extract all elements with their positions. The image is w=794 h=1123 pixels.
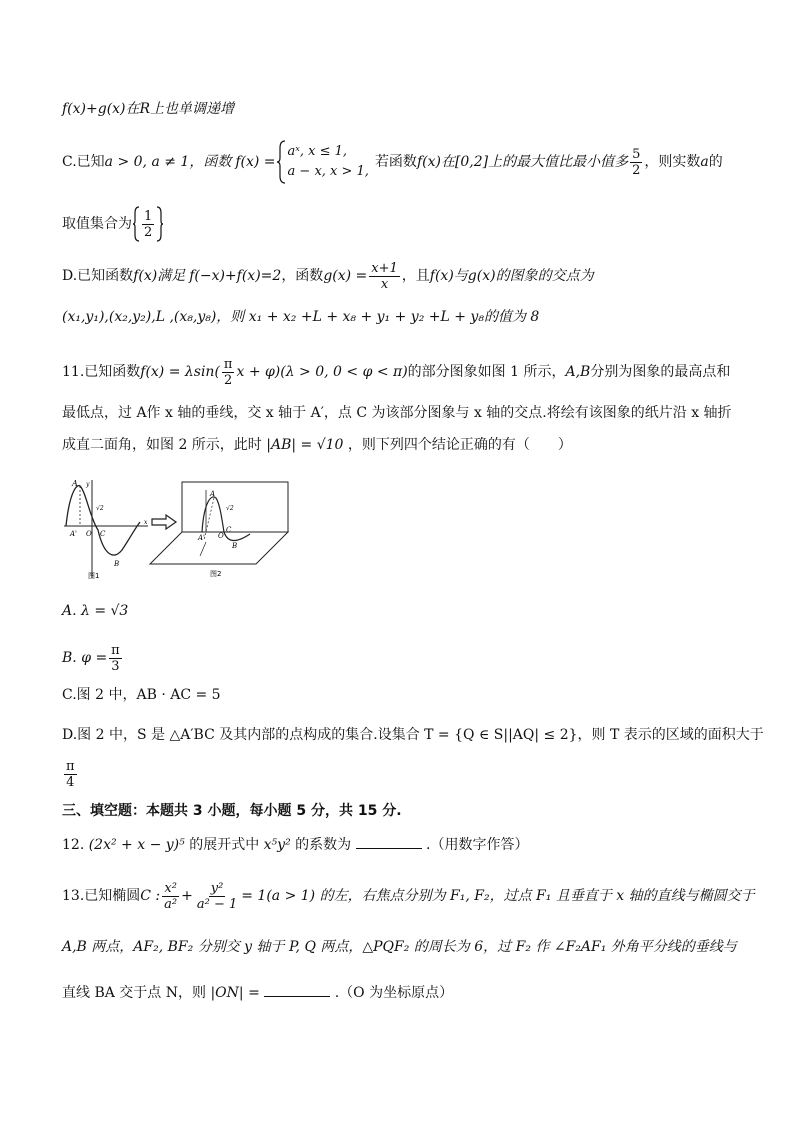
numerator: π	[223, 356, 233, 372]
answer-blank[interactable]	[356, 834, 422, 849]
text: ，则下列四个结论正确的有（ ）	[347, 437, 572, 453]
text: 分别为图象的最高点和	[590, 364, 731, 380]
answer-blank[interactable]	[264, 982, 330, 997]
numerator: 5	[632, 146, 641, 162]
math: f(x) =	[235, 154, 276, 170]
math: +	[181, 888, 193, 904]
text-line: D.图 2 中，S 是 △A′BC 及其内部的点构成的集合.设集合 T = {Q ∈ S||AQ| ≤ 2}，则 T 表示的区域的面积大于	[62, 727, 764, 743]
fraction	[109, 643, 122, 674]
text: 的部分图象如图 1 所示，	[407, 364, 566, 380]
math: f(x)在[0,2]上的最大值比最小值多	[416, 154, 629, 170]
svg-text:y: y	[86, 481, 90, 488]
svg-text:√2: √2	[96, 505, 104, 512]
fraction	[630, 147, 642, 178]
question-11-line3	[62, 436, 572, 454]
math: |ON| =	[210, 985, 260, 1001]
math: f(x)满足	[133, 268, 186, 284]
text: ，函数	[281, 268, 324, 284]
math: f(x)与g(x)的图象的交点为	[429, 268, 594, 284]
fraction	[369, 261, 400, 292]
text: D.已知函数	[62, 268, 134, 284]
text: 取值集合为	[62, 216, 132, 232]
left-brace-icon	[276, 140, 286, 184]
text: C.已知	[62, 154, 105, 170]
fraction	[162, 881, 179, 912]
math: = 1(a > 1) 的左，右焦点分别为 F₁, F₂，过点 F₁ 且垂直于 x 轴的直线与椭圆交于	[241, 888, 755, 904]
case-1: aˣ, x ≤ 1,	[287, 144, 348, 159]
right-brace-icon	[156, 206, 164, 242]
svg-text:O: O	[218, 532, 224, 540]
text: 的系数为	[295, 837, 352, 853]
text: 成直二面角，如图 2 所示，此时	[62, 437, 262, 453]
text-line: f(x)+g(x)在R上也单调递增	[62, 101, 235, 117]
option-d-q11-line2	[62, 756, 79, 792]
text-line: 三、填空题：本题共 3 小题，每小题 5 分，共 15 分.	[62, 803, 402, 819]
svg-text:B: B	[114, 560, 120, 568]
text: 12.	[62, 837, 85, 853]
option-d	[62, 258, 594, 294]
denominator: 2	[144, 224, 153, 240]
fraction	[64, 759, 77, 790]
question-12	[62, 834, 529, 854]
numerator: π	[66, 758, 75, 774]
fraction	[195, 881, 239, 912]
question-13	[62, 876, 755, 916]
text: 若函数	[374, 154, 417, 170]
text-line: C.图 2 中，AB · AC = 5	[62, 687, 221, 703]
case-2: a − x, x > 1,	[287, 164, 369, 179]
math: a	[700, 154, 709, 170]
math: C :	[140, 888, 161, 904]
axis-fold	[200, 542, 206, 556]
question-13-line2	[62, 938, 737, 956]
text: .（用数字作答）	[426, 837, 529, 853]
text: 13.已知椭圆	[62, 888, 141, 904]
svg-text:x: x	[144, 519, 148, 526]
option-b	[62, 638, 124, 678]
text-line: A. λ = √3	[62, 603, 129, 619]
svg-text:O: O	[86, 530, 92, 538]
svg-text:B: B	[232, 542, 238, 550]
svg-text:C: C	[100, 530, 106, 538]
numerator: x+1	[371, 260, 398, 276]
option-d-q11	[62, 726, 764, 744]
math: B. φ =	[62, 650, 108, 666]
svg-text:A: A	[72, 479, 78, 488]
math: g(x) =	[323, 268, 368, 284]
math: x + φ)(λ > 0, 0 < φ < π)	[236, 364, 408, 380]
text: 的展开式中	[189, 837, 260, 853]
text: 的	[708, 154, 723, 170]
fraction	[222, 357, 235, 388]
text-line: A,B 两点，AF₂, BF₂ 分别交 y 轴于 P, Q 两点，△PQF₂ 的周长为 6，过 F₂ 作 ∠F₂AF₁ 外角平分线的垂线与	[62, 939, 737, 955]
text-line: (x₁,y₁),(x₂,y₂),L ,(x₈,y₈)，则 x₁ + x₂ +L + x₈ + y₁ + y₂ +L + y₈的值为 8	[62, 309, 540, 325]
numerator: y²	[210, 880, 224, 896]
figure-1	[62, 478, 152, 582]
text: .（O 为坐标原点）	[334, 985, 454, 1001]
text: ，则实数	[644, 154, 701, 170]
figure-2	[146, 480, 296, 580]
question-13-line3	[62, 982, 453, 1002]
math: f(x) = λsin(	[140, 364, 220, 380]
option-c-line2	[62, 204, 164, 244]
text-line: 最低点，过 A作 x 轴的垂线，交 x 轴于 A′，点 C 为该部分图象与 x 轴的交点.将绘有该图象的纸片沿 x 轴折	[62, 405, 732, 421]
text: ，且	[401, 268, 430, 284]
piecewise-cases	[288, 142, 369, 182]
denominator: 3	[111, 658, 120, 674]
option-a	[62, 602, 128, 620]
option-c-q11	[62, 686, 221, 704]
text: 11.已知函数	[62, 364, 141, 380]
left-brace-icon	[132, 206, 140, 242]
fraction	[142, 209, 154, 240]
denominator: a² − 1	[196, 896, 238, 912]
figure-2-caption: 图2	[210, 570, 222, 578]
denominator: 4	[66, 774, 75, 790]
denominator: 2	[224, 372, 233, 388]
math: |AB| = √10	[266, 437, 344, 453]
question-11-line2	[62, 404, 732, 422]
denominator: 2	[632, 162, 641, 178]
figure-1-caption: 图1	[88, 572, 100, 580]
vertical-plane	[182, 482, 288, 532]
math: x⁵y²	[263, 837, 291, 853]
denominator: a²	[164, 896, 178, 912]
option-d-line2	[62, 308, 539, 326]
question-11	[62, 352, 730, 392]
numerator: π	[111, 642, 120, 658]
svg-text:√2: √2	[226, 505, 234, 512]
option-b-continuation	[62, 100, 234, 118]
option-c	[62, 140, 723, 184]
math: A,B	[565, 364, 591, 380]
svg-text:A: A	[210, 490, 216, 498]
sine-curve	[66, 486, 140, 555]
svg-text:C: C	[226, 526, 232, 534]
svg-text:A': A'	[70, 530, 77, 538]
denominator: x	[380, 276, 389, 292]
numerator: x²	[164, 880, 177, 896]
math: f(−x)+f(x)=2	[189, 268, 282, 284]
svg-text:A': A'	[198, 534, 205, 542]
numerator: 1	[144, 208, 153, 224]
text: 直线 BA 交于点 N，则	[62, 985, 206, 1001]
math: a > 0, a ≠ 1，函数	[104, 154, 232, 170]
math: (2x² + x − y)⁵	[88, 837, 185, 853]
dashed-line	[204, 498, 214, 540]
section-heading	[62, 802, 402, 820]
